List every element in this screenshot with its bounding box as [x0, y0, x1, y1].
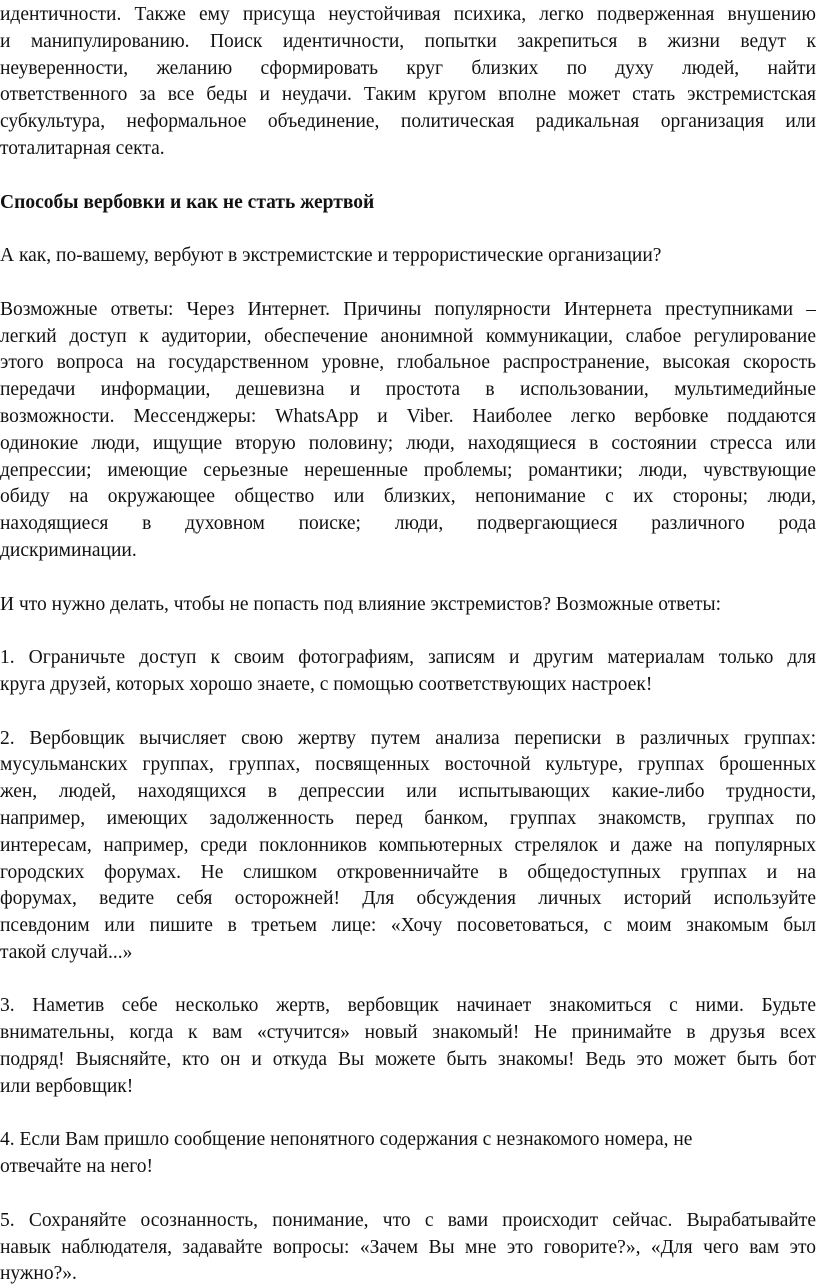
- text-line: легкий доступ к аудитории, обеспечение анонимной коммуникации, слабое регулирование: [0, 325, 816, 347]
- text-line: тоталитарная секта.: [0, 137, 165, 159]
- text-line: этого вопроса на государственном уровне, глобальное распространение, высокая скорость: [0, 352, 816, 374]
- text-line: навык наблюдателя, задавайте вопросы: «Зачем Вы мне это говорите?», «Для чего вам это: [0, 1236, 816, 1258]
- text-line: депрессии; имеющие серьезные нерешенные проблемы; романтики; люди, чувствующие: [0, 459, 816, 481]
- paragraph-gap: [0, 699, 816, 726]
- section-heading: [0, 190, 816, 217]
- text-line: псевдоним или пишите в третьем лице: «Хочу посоветоваться, с моим знакомым был: [0, 915, 816, 937]
- text-line: и манипулированию. Поиск идентичности, попытки закрепиться в жизни ведут к: [0, 30, 816, 52]
- paragraph-gap: [0, 1101, 816, 1128]
- list-item: [0, 645, 816, 699]
- paragraph-gap: [0, 216, 816, 243]
- text-line: мусульманских группах, группах, посвященных восточной культуре, группах брошенных: [0, 754, 816, 776]
- text-line: неуверенности, желанию сформировать круг близких по духу людей, найти: [0, 57, 816, 79]
- text-line: обиду на окружающее общество или близких, непонимание с их стороны; люди,: [0, 486, 816, 508]
- text-line: подряд! Выясняйте, кто он и откуда Вы можете быть знакомы! Ведь это может быть бот: [0, 1049, 816, 1071]
- document-page: [0, 2, 816, 1288]
- text-line: 5. Сохраняйте осознанность, понимание, что с вами происходит сейчас. Вырабатывайте: [0, 1209, 816, 1231]
- text-line: например, имеющих задолженность перед банком, группах знакомств, группах по: [0, 807, 816, 829]
- text-line: такой случай...»: [0, 941, 133, 963]
- text-line: интересам, например, среди поклонников компьютерных стрелялок и даже на популярных: [0, 834, 816, 856]
- text-line: находящиеся в духовном поиске; люди, подвергающиеся различного рода: [0, 513, 816, 535]
- text-line: передачи информации, дешевизна и простота в использовании, мультимедийные: [0, 379, 816, 401]
- text-line: городских форумах. Не слишком откровенничайте в общедоступных группах и на: [0, 861, 816, 883]
- text-line: субкультура, неформальное объединение, политическая радикальная организация или: [0, 111, 816, 133]
- text-line: 2. Вербовщик вычисляет свою жертву путем анализа переписки в различных группах:: [0, 727, 816, 749]
- text-line: ответственного за все беды и неудачи. Таким кругом вполне может стать экстремистская: [0, 84, 816, 106]
- text-line: или вербовщик!: [0, 1075, 134, 1097]
- text-line: круга друзей, которых хорошо знаете, с помощью соответствующих настроек!: [0, 673, 653, 695]
- paragraph-question: [0, 243, 816, 270]
- text-line: одинокие люди, ищущие вторую половину; люди, находящиеся в состоянии стресса или: [0, 432, 816, 454]
- list-item: [0, 726, 816, 967]
- text-line: 1. Ограничьте доступ к своим фотографиям, записям и другим материалам только для: [0, 647, 816, 669]
- paragraph-gap: [0, 967, 816, 994]
- text-line: внимательны, когда к вам «стучится» новый знакомый! Не принимайте в друзья всех: [0, 1022, 816, 1044]
- text-line: 4. Если Вам пришло сообщение непонятного содержания с незнакомого номера, не: [0, 1129, 693, 1151]
- text-line: А как, по-вашему, вербуют в экстремистские и террористические организации?: [0, 245, 662, 267]
- paragraph-question-2: [0, 592, 816, 619]
- paragraph-intro: [0, 2, 816, 163]
- paragraph-gap: [0, 618, 816, 645]
- text-line: идентичности. Также ему присуща неустойчивая психика, легко подверженная внушению: [0, 4, 816, 25]
- section-heading-text: Способы вербовки и как не стать жертвой: [0, 191, 375, 213]
- text-line: отвечайте на него!: [0, 1156, 154, 1178]
- paragraph-gap: [0, 565, 816, 592]
- paragraph-gap: [0, 1181, 816, 1208]
- list-item: [0, 993, 816, 1100]
- text-line: возможности. Мессенджеры: WhatsApp и Viber. Наиболее легко вербовке поддаются: [0, 405, 816, 427]
- text-line: дискриминации.: [0, 539, 137, 561]
- paragraph-gap: [0, 270, 816, 297]
- list-item: [0, 1127, 816, 1181]
- text-line: И что нужно делать, чтобы не попасть под влияние экстремистов? Возможные ответы:: [0, 593, 722, 615]
- text-line: нужно?».: [0, 1263, 77, 1285]
- text-line: Возможные ответы: Через Интернет. Причины популярности Интернета преступниками –: [0, 298, 816, 320]
- text-line: форумах, ведите себя осторожней! Для обсуждения личных историй используйте: [0, 888, 816, 910]
- text-line: жен, людей, находящихся в депрессии или испытывающих какие-либо трудности,: [0, 781, 816, 803]
- text-line: 3. Наметив себе несколько жертв, вербовщик начинает знакомиться с ними. Будьте: [0, 995, 816, 1017]
- list-item: [0, 1208, 816, 1288]
- paragraph-gap: [0, 163, 816, 190]
- paragraph-answers: [0, 297, 816, 565]
